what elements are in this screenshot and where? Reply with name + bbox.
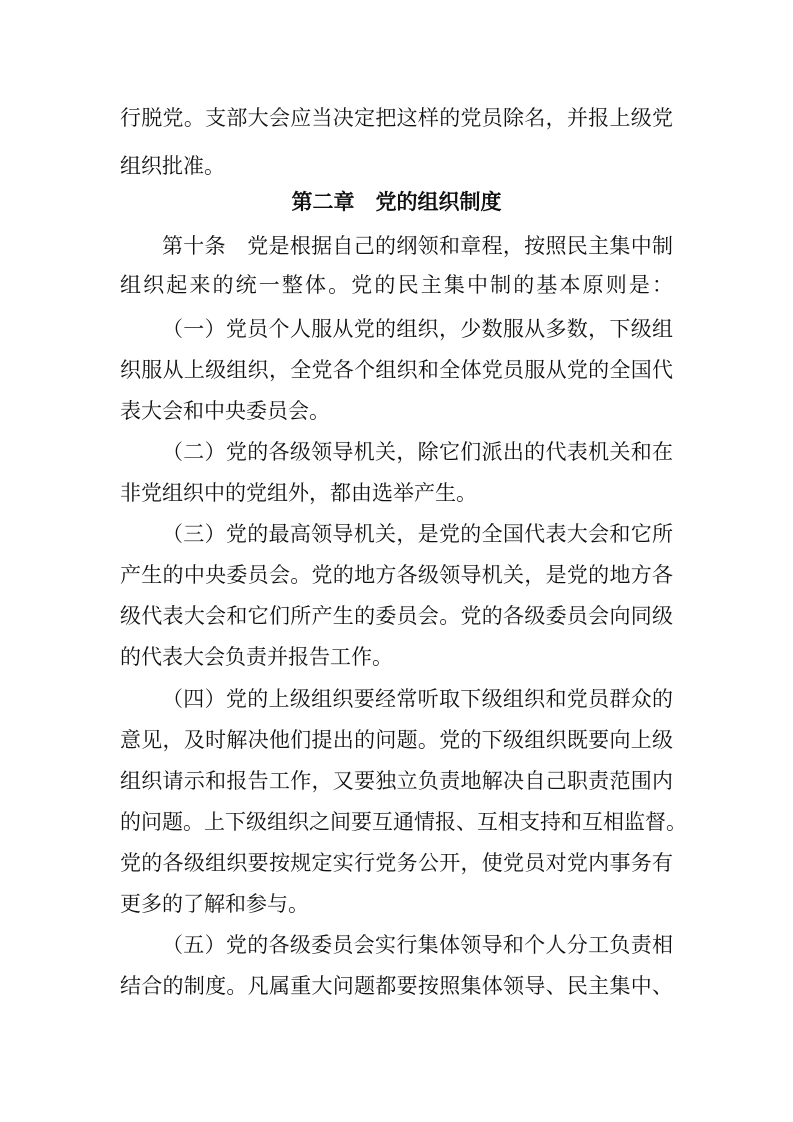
clause-line: 的问题。上下级组织之间要互通情报、互相支持和互相监督。 xyxy=(120,810,687,834)
clause-line: （五）党的各级委员会实行集体领导和个人分工负责相 xyxy=(162,933,673,957)
chapter-title: 第二章 党的组织制度 xyxy=(291,190,502,214)
clause-line: 更多的了解和参与。 xyxy=(120,892,309,916)
clause-line: 意见，及时解决他们提出的问题。党的下级组织既要向上级 xyxy=(120,728,673,752)
clause-line: 级代表大会和它们所产生的委员会。党的各级委员会向同级 xyxy=(120,604,673,628)
clause-line: （三）党的最高领导机关，是党的全国代表大会和它所 xyxy=(162,522,673,546)
clause-line: 产生的中央委员会。党的地方各级领导机关，是党的地方各 xyxy=(120,563,673,587)
clause-line: （二）党的各级领导机关，除它们派出的代表机关和在 xyxy=(162,440,673,464)
clause-line: 织服从上级组织，全党各个组织和全体党员服从党的全国代 xyxy=(120,358,673,382)
article-line: 第十条 党是根据自己的纲领和章程，按照民主集中制 xyxy=(162,234,673,258)
paragraph-line: 组织批准。 xyxy=(120,154,225,178)
article-line: 组织起来的统一整体。党的民主集中制的基本原则是： xyxy=(120,273,673,297)
clause-line: 结合的制度。凡属重大问题都要按照集体领导、民主集中、 xyxy=(120,974,673,998)
clause-line: 表大会和中央委员会。 xyxy=(120,399,330,423)
clause-line: （四）党的上级组织要经常听取下级组织和党员群众的 xyxy=(162,687,673,711)
clause-line: 的代表大会负责并报告工作。 xyxy=(120,645,393,669)
clause-line: 组织请示和报告工作，又要独立负责地解决自己职责范围内 xyxy=(120,769,673,793)
clause-line: 非党组织中的党组外，都由选举产生。 xyxy=(120,481,477,505)
clause-line: 党的各级组织要按规定实行党务公开，使党员对党内事务有 xyxy=(120,851,673,875)
clause-line: （一）党员个人服从党的组织，少数服从多数，下级组 xyxy=(162,317,673,341)
paragraph-line: 行脱党。支部大会应当决定把这样的党员除名，并报上级党 xyxy=(120,106,673,130)
